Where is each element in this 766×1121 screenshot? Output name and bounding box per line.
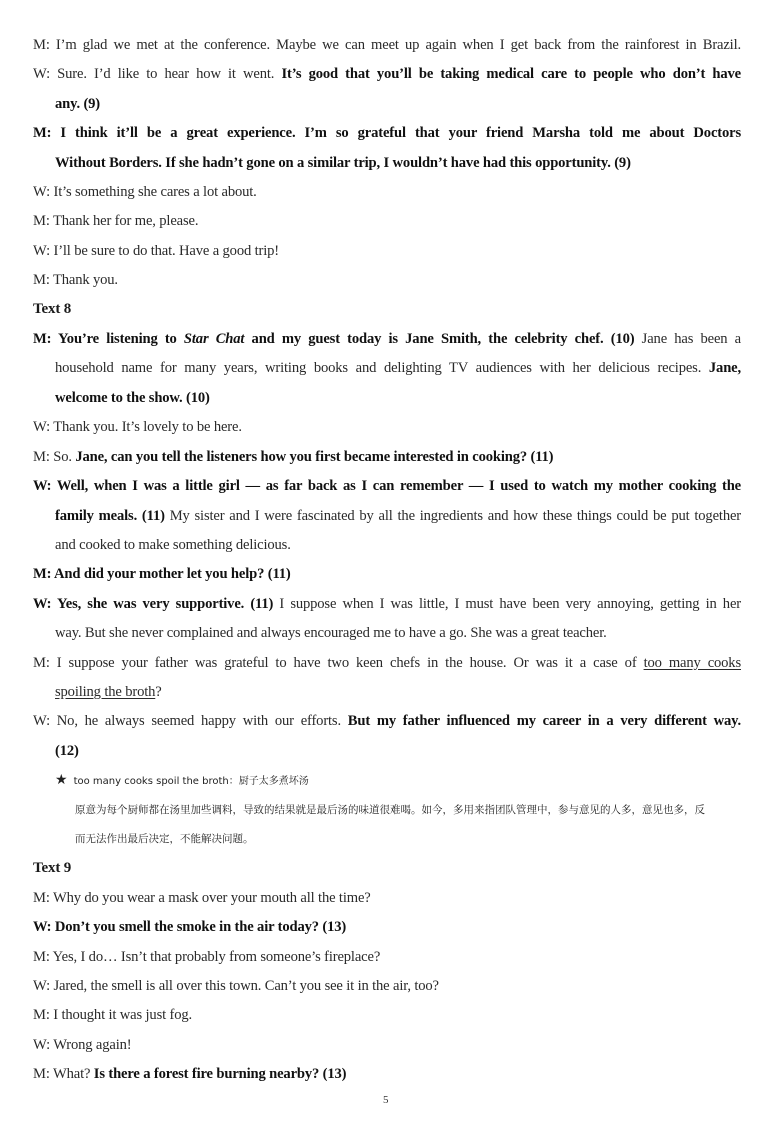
page-number: 5	[383, 1094, 389, 1106]
dialogue-line: M: You’re listening to Star Chat and my guest today is Jane Smith, the celebrity chef. (10) Jane has been a	[33, 331, 741, 347]
dialogue-line: W: Don’t you smell the smoke in the air today? (13)	[33, 919, 347, 935]
dialogue-line: (12)	[55, 743, 79, 759]
star-icon: ★	[55, 772, 68, 788]
idiom-underline: too many cooks	[643, 655, 741, 671]
dialogue-line: welcome to the show. (10)	[55, 390, 210, 406]
section-heading: Text 9	[33, 860, 72, 876]
dialogue-line: M: I thought it was just fog.	[33, 1007, 193, 1023]
dialogue-line: W: Well, when I was a little girl — as far back as I can remember — I used to watch my mother cooking the	[33, 478, 741, 494]
idiom-note-text: 原意为每个厨师都在汤里加些调料，导致的结果就是最后汤的味道很难喝。如今，多用来指团队管理中，参与意见的人多，意见也多，反	[75, 804, 705, 816]
dialogue-line: M: And did your mother let you help? (11)	[33, 566, 291, 582]
dialogue-line: W: Yes, she was very supportive. (11) I suppose when I was little, I must have been very annoying, getting in her	[33, 596, 741, 612]
dialogue-line: spoiling the broth?	[55, 684, 162, 700]
dialogue-line: W: Jared, the smell is all over this town. Can’t you see it in the air, too?	[33, 978, 439, 994]
dialogue-line: M: Yes, I do… Isn’t that probably from someone’s fireplace?	[33, 949, 381, 965]
dialogue-line: M: Why do you wear a mask over your mouth all the time?	[33, 890, 371, 906]
dialogue-line: family meals. (11) My sister and I were fascinated by all the ingredients and how these things could be put together	[55, 508, 741, 524]
dialogue-line: W: I’ll be sure to do that. Have a good trip!	[33, 243, 279, 259]
dialogue-line: M: Thank you.	[33, 272, 118, 288]
dialogue-line: way. But she never complained and always encouraged me to have a go. She was a great teacher.	[55, 625, 607, 641]
dialogue-line: M: I think it’ll be a great experience. I’m so grateful that your friend Marsha told me about Doctors	[33, 125, 741, 141]
section-heading: Text 8	[33, 301, 72, 317]
dialogue-line: household name for many years, writing books and delighting TV audiences with her delicious recipes. Jane,	[55, 360, 741, 376]
dialogue-line: M: I’m glad we met at the conference. Maybe we can meet up again when I get back from the rainforest in Brazil.	[33, 37, 741, 53]
dialogue-line: W: It’s something she cares a lot about.	[33, 184, 257, 200]
idiom-underline: spoiling the broth	[55, 684, 156, 700]
dialogue-line: M: Thank her for me, please.	[33, 213, 199, 229]
dialogue-line: any. (9)	[55, 96, 101, 112]
dialogue-line: M: I suppose your father was grateful to have two keen chefs in the house. Or was it a case of too many cooks	[33, 655, 741, 671]
dialogue-line: W: Sure. I’d like to hear how it went. It’s good that you’ll be taking medical care to people who don’t have	[33, 66, 741, 82]
dialogue-line: W: Thank you. It’s lovely to be here.	[33, 419, 242, 435]
dialogue-line: Without Borders. If she hadn’t gone on a similar trip, I wouldn’t have had this opportunity. (9)	[55, 155, 631, 171]
dialogue-line: W: Wrong again!	[33, 1037, 132, 1053]
dialogue-line: and cooked to make something delicious.	[55, 537, 291, 553]
dialogue-line: W: No, he always seemed happy with our efforts. But my father influenced my career in a very different way.	[33, 713, 741, 729]
idiom-note-title: ★ too many cooks spoil the broth：厨子太多煮坏汤	[55, 772, 309, 788]
dialogue-line: M: What? Is there a forest fire burning nearby? (13)	[33, 1066, 347, 1082]
idiom-note-text: 而无法作出最后决定，不能解决问题。	[75, 833, 254, 845]
dialogue-line: M: So. Jane, can you tell the listeners how you first became interested in cooking? (11)	[33, 449, 554, 465]
